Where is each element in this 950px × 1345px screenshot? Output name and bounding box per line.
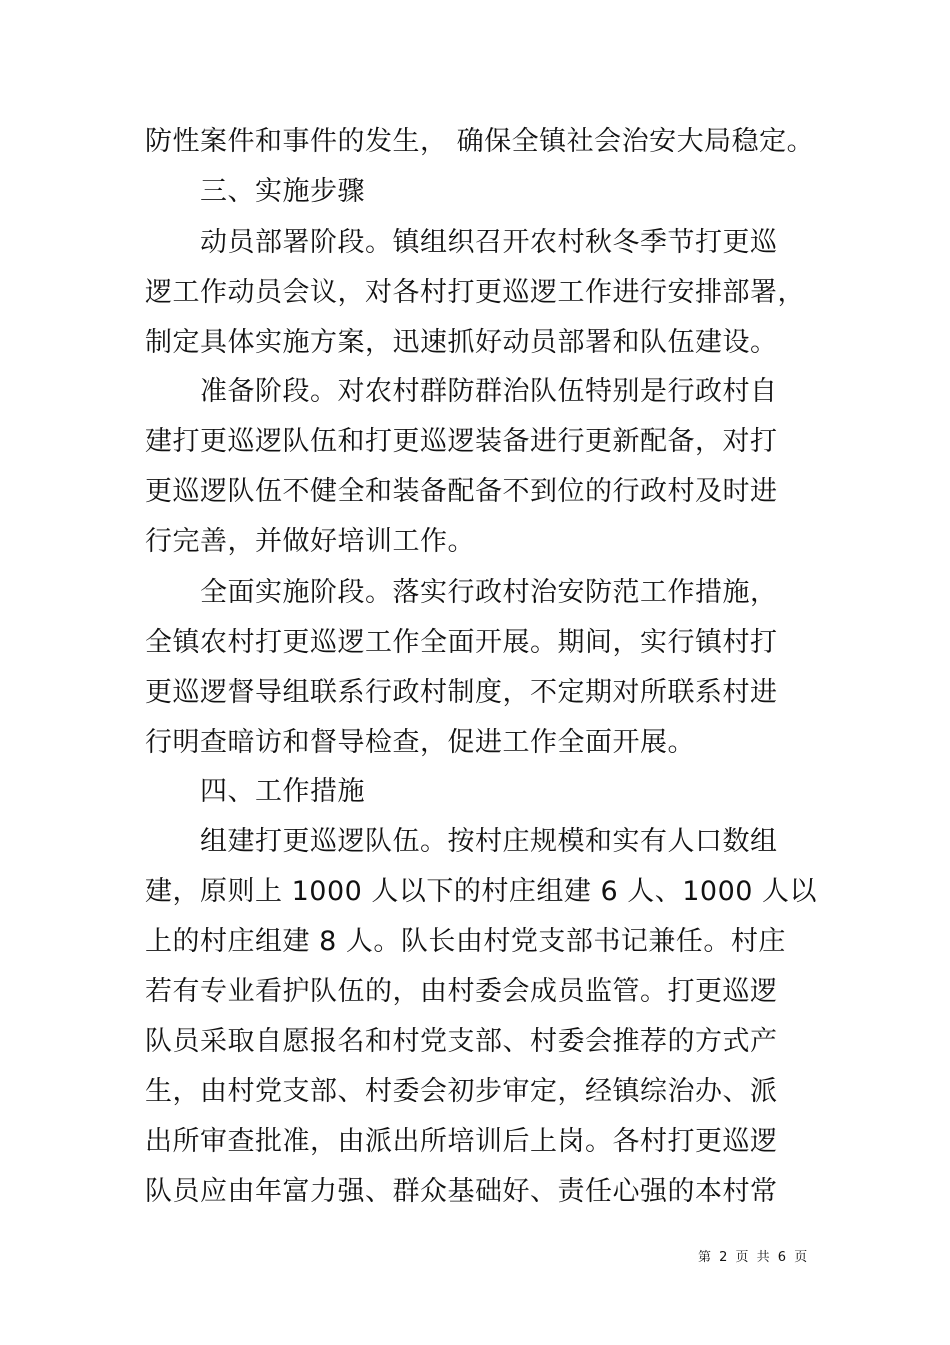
page-number-footer: 第 2 页 共 6 页 xyxy=(698,1250,810,1265)
text-line: 全镇农村打更巡逻工作全面开展。期间，实行镇村打 xyxy=(145,627,778,658)
paragraph-start-line: 组建打更巡逻队伍。按村庄规模和实有人口数组 xyxy=(200,826,778,857)
text-line: 队员采取自愿报名和村党支部、村委会推荐的方式产 xyxy=(145,1026,778,1057)
text-line: 行完善，并做好培训工作。 xyxy=(145,526,475,557)
text-line: 生，由村党支部、村委会初步审定，经镇综治办、派 xyxy=(145,1076,778,1107)
section-heading: 四、工作措施 xyxy=(200,776,365,807)
paragraph-start-line: 准备阶段。对农村群防群治队伍特别是行政村自 xyxy=(200,376,778,407)
paragraph-start-line: 动员部署阶段。镇组织召开农村秋冬季节打更巡 xyxy=(200,227,778,258)
text-line: 逻工作动员会议，对各村打更巡逻工作进行安排部署， xyxy=(145,277,805,308)
text-line: 队员应由年富力强、群众基础好、责任心强的本村常 xyxy=(145,1176,778,1207)
text-line: 防性案件和事件的发生， 确保全镇社会治安大局稳定。 xyxy=(145,126,815,157)
text-line: 建打更巡逻队伍和打更巡逻装备进行更新配备，对打 xyxy=(145,426,778,457)
paragraph-start-line: 全面实施阶段。落实行政村治安防范工作措施， xyxy=(200,577,778,608)
text-line: 建，原则上 1000 人以下的村庄组建 6 人、1000 人以 xyxy=(145,876,818,907)
section-heading: 三、实施步骤 xyxy=(200,176,365,207)
text-line: 出所审查批准，由派出所培训后上岗。各村打更巡逻 xyxy=(145,1126,778,1157)
text-line: 若有专业看护队伍的，由村委会成员监管。打更巡逻 xyxy=(145,976,778,1007)
text-line: 行明查暗访和督导检查，促进工作全面开展。 xyxy=(145,727,695,758)
text-line: 更巡逻队伍不健全和装备配备不到位的行政村及时进 xyxy=(145,476,778,507)
text-line: 上的村庄组建 8 人。队长由村党支部书记兼任。村庄 xyxy=(145,926,786,957)
text-line: 更巡逻督导组联系行政村制度，不定期对所联系村进 xyxy=(145,677,778,708)
text-line: 制定具体实施方案，迅速抓好动员部署和队伍建设。 xyxy=(145,327,778,358)
